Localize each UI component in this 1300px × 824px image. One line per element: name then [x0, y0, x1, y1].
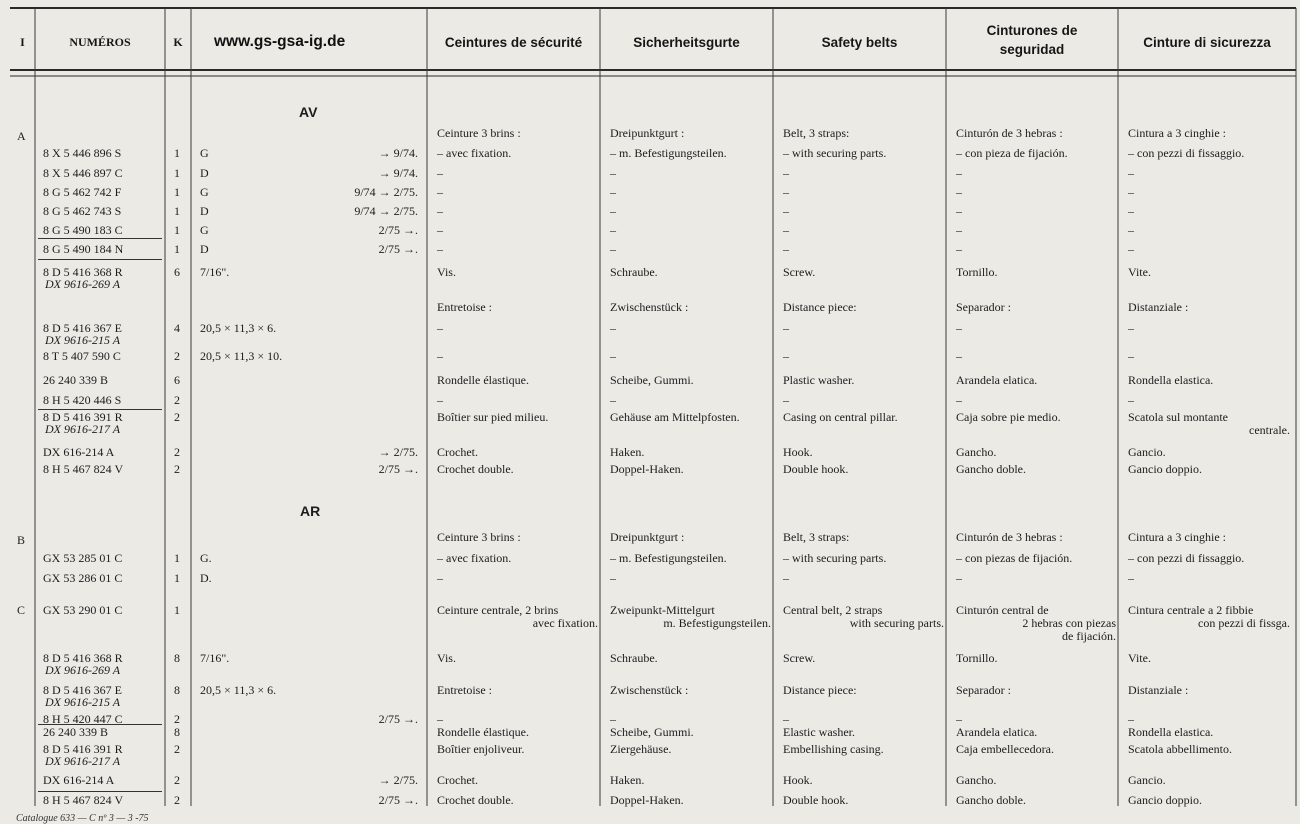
quantity: 1 — [174, 223, 180, 237]
spec: 20,5 × 11,3 × 6. — [200, 321, 277, 335]
part-number: 8 D 5 416 391 R — [43, 410, 123, 424]
part-number-alt: DX 9616-217 A — [45, 422, 121, 436]
desc-es: Gancho doble. — [956, 462, 1026, 476]
part-number: 8 H 5 467 824 V — [43, 793, 124, 807]
quantity: 2 — [174, 793, 180, 807]
quantity: 1 — [174, 204, 180, 218]
desc-de: – — [610, 223, 616, 237]
spec: D — [200, 204, 209, 218]
desc-de: – — [610, 321, 616, 335]
desc-fr: – avec fixation. — [437, 146, 512, 160]
desc-es: Cinturón de 3 hebras : — [956, 126, 1063, 140]
desc-fr: – — [437, 204, 443, 218]
part-number: 8 H 5 420 447 C — [43, 712, 123, 726]
quantity: 8 — [174, 683, 180, 697]
desc-it: Cintura a 3 cinghie : — [1128, 126, 1226, 140]
desc-it: Rondella elastica. — [1128, 373, 1214, 387]
desc-de: – — [610, 393, 616, 407]
header-spanish-line1: Cinturones de — [986, 23, 1078, 38]
header-col-i: I — [20, 35, 25, 49]
part-number: GX 53 285 01 C — [43, 551, 123, 565]
date-range: → 9/74. — [378, 166, 418, 180]
header-numeros: NUMÉROS — [69, 35, 131, 49]
desc-es: Caja embellecedora. — [956, 742, 1054, 756]
quantity: 1 — [174, 571, 180, 585]
part-number: GX 53 290 01 C — [43, 603, 123, 617]
quantity: 2 — [174, 349, 180, 363]
desc-it: Gancio. — [1128, 445, 1166, 459]
desc-en: Casing on central pillar. — [783, 410, 898, 424]
desc-fr: Vis. — [437, 651, 456, 665]
desc-it: – — [1128, 242, 1134, 256]
desc-en: Central belt, 2 straps — [783, 603, 883, 617]
desc-fr: Crochet. — [437, 773, 478, 787]
desc-it: Gancio doppio. — [1128, 462, 1202, 476]
desc-es: – — [956, 242, 962, 256]
quantity: 2 — [174, 712, 180, 726]
desc-it: – con pezzi di fissaggio. — [1128, 146, 1245, 160]
desc-es: Gancho. — [956, 445, 997, 459]
desc-it: Vite. — [1128, 651, 1151, 665]
desc-es: – con pieza de fijación. — [956, 146, 1068, 160]
desc-it: Vite. — [1128, 265, 1151, 279]
header-spanish-line2: seguridad — [999, 42, 1065, 57]
quantity: 6 — [174, 373, 180, 387]
desc-es: – — [956, 204, 962, 218]
spec: G — [200, 146, 209, 160]
header-english: Safety belts — [821, 35, 898, 50]
desc-fr: – — [437, 185, 443, 199]
spec: D — [200, 242, 209, 256]
desc-es: – — [956, 571, 962, 585]
part-number: 8 H 5 420 446 S — [43, 393, 122, 407]
part-number: 26 240 339 B — [43, 725, 109, 739]
desc-es: Gancho doble. — [956, 793, 1026, 807]
desc-en: – — [783, 204, 789, 218]
section-front-heading: AV — [299, 104, 318, 120]
spec: 7/16". — [200, 651, 230, 665]
part-number: 8 T 5 407 590 C — [43, 349, 121, 363]
part-number-alt: DX 9616-215 A — [45, 695, 121, 709]
desc-en: – — [783, 349, 789, 363]
desc-en: – with securing parts. — [783, 146, 887, 160]
group-letter-a: A — [17, 129, 26, 143]
desc-en: Hook. — [783, 773, 813, 787]
desc-de: Schraube. — [610, 651, 658, 665]
desc-it: Scatola abbellimento. — [1128, 742, 1232, 756]
desc-fr: – — [437, 393, 443, 407]
desc-de: Haken. — [610, 773, 645, 787]
desc-de-cont: m. Befestigungsteilen. — [663, 616, 771, 630]
desc-fr: – — [437, 349, 443, 363]
desc-de: Schraube. — [610, 265, 658, 279]
desc-fr: Vis. — [437, 265, 456, 279]
spec: G. — [200, 551, 212, 565]
desc-de: Zwischenstück : — [610, 300, 689, 314]
quantity: 6 — [174, 265, 180, 279]
part-number: 8 D 5 416 368 R — [43, 265, 123, 279]
desc-it: Cintura a 3 cinghie : — [1128, 530, 1226, 544]
desc-de: Ziergehäuse. — [610, 742, 672, 756]
part-number: 8 G 5 490 183 C — [43, 223, 123, 237]
quantity: 4 — [174, 321, 180, 335]
header-german: Sicherheitsgurte — [633, 35, 740, 50]
desc-it: – — [1128, 571, 1134, 585]
desc-de: Dreipunktgurt : — [610, 126, 685, 140]
desc-it-cont: centrale. — [1249, 423, 1290, 437]
desc-en: – — [783, 393, 789, 407]
part-number: 8 D 5 416 367 E — [43, 321, 122, 335]
part-number: 8 G 5 462 743 S — [43, 204, 122, 218]
desc-en: Belt, 3 straps: — [783, 530, 850, 544]
spec: 20,5 × 11,3 × 6. — [200, 683, 277, 697]
desc-de: Scheibe, Gummi. — [610, 725, 694, 739]
date-range: 2/75 →. — [378, 712, 418, 726]
desc-es: Tornillo. — [956, 265, 998, 279]
date-range: → 9/74. — [378, 146, 418, 160]
part-number: GX 53 286 01 C — [43, 571, 123, 585]
desc-es: Cinturón central de — [956, 603, 1049, 617]
desc-de: Zweipunkt-Mittelgurt — [610, 603, 715, 617]
date-range: → 2/75. — [378, 445, 418, 459]
desc-fr: Ceinture 3 brins : — [437, 530, 521, 544]
desc-fr-cont: avec fixation. — [532, 616, 598, 630]
desc-es: – — [956, 393, 962, 407]
part-number: DX 616-214 A — [43, 445, 115, 459]
desc-es: – — [956, 166, 962, 180]
desc-es-cont2: de fijación. — [1062, 629, 1116, 643]
desc-de: Zwischenstück : — [610, 683, 689, 697]
quantity: 1 — [174, 185, 180, 199]
date-range: 9/74 → 2/75. — [354, 185, 418, 199]
header-french: Ceintures de sécurité — [444, 35, 583, 50]
desc-de: Doppel-Haken. — [610, 462, 684, 476]
quantity: 1 — [174, 242, 180, 256]
desc-it: – — [1128, 166, 1134, 180]
desc-de: Doppel-Haken. — [610, 793, 684, 807]
desc-it: – — [1128, 223, 1134, 237]
desc-en-cont: with securing parts. — [849, 616, 944, 630]
header-italian: Cinture di sicurezza — [1143, 35, 1271, 50]
desc-en: – — [783, 571, 789, 585]
desc-en: Double hook. — [783, 793, 849, 807]
part-number: 8 X 5 446 897 C — [43, 166, 123, 180]
desc-es: – — [956, 712, 962, 726]
desc-it: Gancio. — [1128, 773, 1166, 787]
desc-de: – — [610, 204, 616, 218]
page-footer: Catalogue 633 — C nº 3 — 3 -75 — [16, 813, 149, 824]
quantity: 1 — [174, 603, 180, 617]
date-range: 2/75 →. — [378, 242, 418, 256]
quantity: 1 — [174, 551, 180, 565]
desc-fr: Ceinture centrale, 2 brins — [437, 603, 559, 617]
desc-en: Double hook. — [783, 462, 849, 476]
desc-en: – — [783, 712, 789, 726]
desc-fr: Entretoise : — [437, 683, 492, 697]
site-watermark: www.gs-gsa-ig.de — [214, 33, 346, 50]
desc-en: Hook. — [783, 445, 813, 459]
desc-it: Cintura centrale a 2 fibbie — [1128, 603, 1254, 617]
desc-de: – — [610, 571, 616, 585]
desc-de: Gehäuse am Mittelpfosten. — [610, 410, 740, 424]
desc-es: Arandela elatica. — [956, 373, 1038, 387]
desc-en: Distance piece: — [783, 300, 857, 314]
desc-it: – — [1128, 321, 1134, 335]
desc-es: Gancho. — [956, 773, 997, 787]
spec: 20,5 × 11,3 × 10. — [200, 349, 283, 363]
desc-fr: Crochet. — [437, 445, 478, 459]
date-range: 2/75 →. — [378, 793, 418, 807]
desc-es: – — [956, 223, 962, 237]
quantity: 1 — [174, 166, 180, 180]
desc-es-cont: 2 hebras con piezas — [1022, 616, 1116, 630]
spec: G — [200, 185, 209, 199]
desc-fr: Ceinture 3 brins : — [437, 126, 521, 140]
part-number: 8 X 5 446 896 S — [43, 146, 122, 160]
desc-en: Distance piece: — [783, 683, 857, 697]
desc-it: Rondella elastica. — [1128, 725, 1214, 739]
desc-fr: Boîtier enjoliveur. — [437, 742, 525, 756]
desc-en: – — [783, 223, 789, 237]
spec: G — [200, 223, 209, 237]
group-letter-b: B — [17, 533, 26, 547]
desc-es: Separador : — [956, 300, 1011, 314]
header-k: K — [173, 35, 183, 49]
part-number: 8 H 5 467 824 V — [43, 462, 124, 476]
desc-it: Distanziale : — [1128, 683, 1189, 697]
desc-it: Distanziale : — [1128, 300, 1189, 314]
desc-it: – con pezzi di fissaggio. — [1128, 551, 1245, 565]
desc-it: – — [1128, 349, 1134, 363]
desc-es: Separador : — [956, 683, 1011, 697]
desc-fr: Crochet double. — [437, 462, 514, 476]
spec: D — [200, 166, 209, 180]
part-number: 8 D 5 416 367 E — [43, 683, 122, 697]
quantity: 1 — [174, 146, 180, 160]
desc-it-cont: con pezzi di fissga. — [1198, 616, 1290, 630]
quantity: 2 — [174, 393, 180, 407]
quantity: 8 — [174, 725, 180, 739]
spec: 7/16". — [200, 265, 230, 279]
desc-fr: – — [437, 242, 443, 256]
desc-de: – m. Befestigungsteilen. — [610, 551, 727, 565]
desc-es: – — [956, 185, 962, 199]
date-range: → 2/75. — [378, 773, 418, 787]
desc-en: Embellishing casing. — [783, 742, 884, 756]
desc-de: – — [610, 185, 616, 199]
desc-en: – — [783, 321, 789, 335]
desc-fr: – avec fixation. — [437, 551, 512, 565]
desc-fr: Boîtier sur pied milieu. — [437, 410, 549, 424]
desc-fr: – — [437, 712, 443, 726]
part-number: 8 D 5 416 368 R — [43, 651, 123, 665]
desc-de: – — [610, 166, 616, 180]
quantity: 2 — [174, 410, 180, 424]
desc-en: – — [783, 166, 789, 180]
quantity: 2 — [174, 445, 180, 459]
date-range: 2/75 →. — [378, 223, 418, 237]
desc-en: – — [783, 185, 789, 199]
desc-fr: Entretoise : — [437, 300, 492, 314]
spec: D. — [200, 571, 212, 585]
part-number: DX 616-214 A — [43, 773, 115, 787]
part-number-alt: DX 9616-215 A — [45, 333, 121, 347]
desc-it: – — [1128, 204, 1134, 218]
part-number-alt: DX 9616-269 A — [45, 663, 121, 677]
desc-en: Elastic washer. — [783, 725, 855, 739]
group-letter-c: C — [17, 603, 26, 617]
desc-de: Scheibe, Gummi. — [610, 373, 694, 387]
row-rule — [38, 259, 162, 260]
quantity: 2 — [174, 462, 180, 476]
desc-it: – — [1128, 393, 1134, 407]
desc-de: Haken. — [610, 445, 645, 459]
desc-en: Belt, 3 straps: — [783, 126, 850, 140]
date-range: 9/74 → 2/75. — [354, 204, 418, 218]
quantity: 2 — [174, 742, 180, 756]
desc-es: Caja sobre pie medio. — [956, 410, 1061, 424]
desc-fr: – — [437, 166, 443, 180]
desc-en: Plastic washer. — [783, 373, 855, 387]
desc-de: Dreipunktgurt : — [610, 530, 685, 544]
section-rear-heading: AR — [300, 503, 321, 519]
desc-it: – — [1128, 712, 1134, 726]
desc-it: Gancio doppio. — [1128, 793, 1202, 807]
desc-es: Tornillo. — [956, 651, 998, 665]
part-number-alt: DX 9616-217 A — [45, 754, 121, 768]
desc-en: Screw. — [783, 265, 816, 279]
desc-fr: – — [437, 223, 443, 237]
part-number: 8 D 5 416 391 R — [43, 742, 123, 756]
desc-fr: Crochet double. — [437, 793, 514, 807]
desc-en: Screw. — [783, 651, 816, 665]
desc-fr: Rondelle élastique. — [437, 373, 529, 387]
part-number: 26 240 339 B — [43, 373, 109, 387]
desc-de: – — [610, 349, 616, 363]
desc-es: – — [956, 321, 962, 335]
row-rule — [38, 791, 162, 792]
quantity: 2 — [174, 773, 180, 787]
desc-fr: Rondelle élastique. — [437, 725, 529, 739]
desc-de: – — [610, 712, 616, 726]
part-number-alt: DX 9616-269 A — [45, 277, 121, 291]
desc-it: Scatola sul montante — [1128, 410, 1228, 424]
desc-en: – with securing parts. — [783, 551, 887, 565]
row-rule — [38, 238, 162, 239]
desc-fr: – — [437, 321, 443, 335]
part-number: 8 G 5 490 184 N — [43, 242, 124, 256]
desc-es: – con piezas de fijación. — [956, 551, 1073, 565]
desc-es: Cinturón de 3 hebras : — [956, 530, 1063, 544]
quantity: 8 — [174, 651, 180, 665]
part-number: 8 G 5 462 742 F — [43, 185, 122, 199]
date-range: 2/75 →. — [378, 462, 418, 476]
desc-it: – — [1128, 185, 1134, 199]
desc-es: Arandela elatica. — [956, 725, 1038, 739]
desc-de: – — [610, 242, 616, 256]
desc-es: – — [956, 349, 962, 363]
desc-de: – m. Befestigungsteilen. — [610, 146, 727, 160]
desc-en: – — [783, 242, 789, 256]
desc-fr: – — [437, 571, 443, 585]
